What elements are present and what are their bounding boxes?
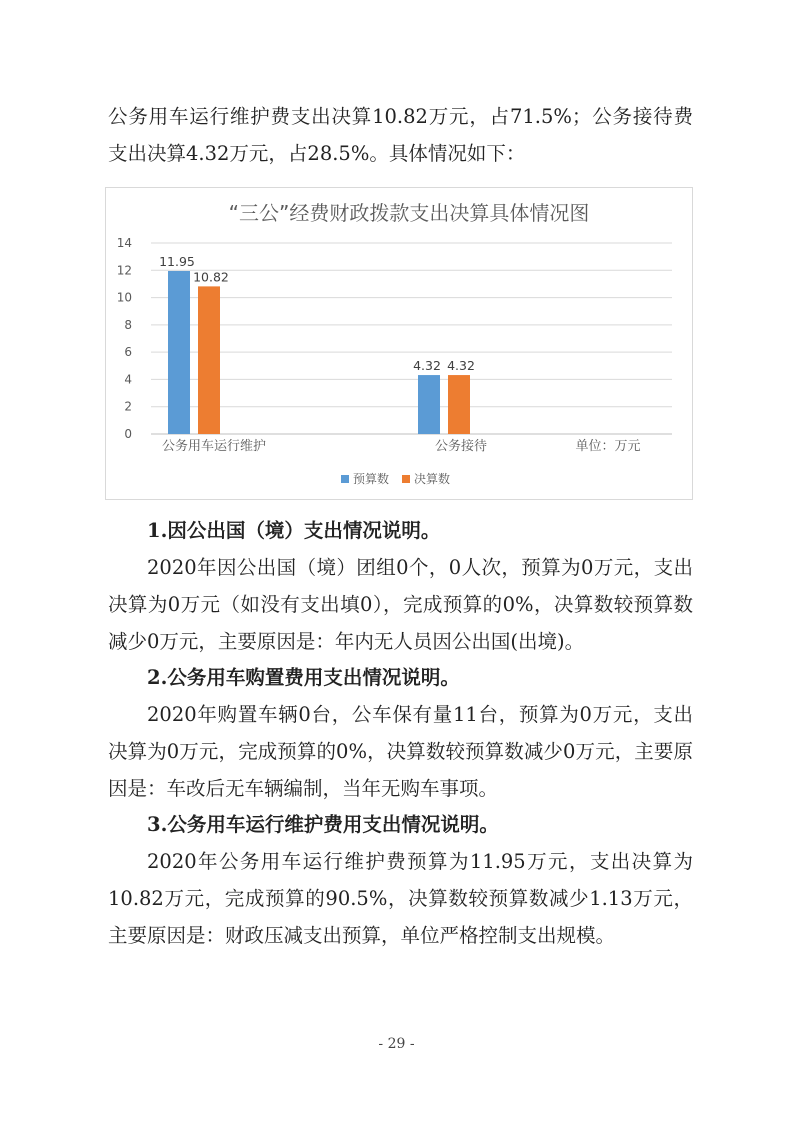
y-tick-label: 10 xyxy=(116,290,132,305)
bar xyxy=(418,375,440,434)
legend-label: 决算数 xyxy=(414,472,451,486)
chart-container xyxy=(105,187,693,500)
y-tick-label: 6 xyxy=(124,345,132,360)
section-2-heading: 2.公务用车购置费用支出情况说明。 xyxy=(147,666,460,689)
data-label: 4.32 xyxy=(447,358,475,374)
gridlines xyxy=(151,243,672,434)
unit-note: 单位：万元 xyxy=(575,439,641,454)
page-number: - 29 - xyxy=(378,1036,415,1052)
y-tick-label: 0 xyxy=(124,427,132,441)
x-category-label: 公务接待 xyxy=(434,439,488,454)
intro-paragraph: 公务用车运行维护费支出决算10.82万元，占71.5%；公务接待费支出决算4.32万元，占28.5%。具体情况如下： xyxy=(108,105,693,165)
section-3-body: 2020年公务用车运行维护费预算为11.95万元，支出决算为10.82万元，完成预算的90.5%，决算数较预算数减少1.13万元，主要原因是：财政压减支出预算，单位严格控制支出规模。 xyxy=(108,850,693,947)
y-tick-label: 8 xyxy=(124,317,132,332)
y-tick-label: 14 xyxy=(116,236,132,250)
data-label: 4.32 xyxy=(413,358,441,374)
y-tick-label: 12 xyxy=(116,263,132,278)
x-axis-categories xyxy=(162,438,487,454)
y-tick-label: 2 xyxy=(124,399,132,414)
data-label: 11.95 xyxy=(159,253,195,269)
section-1-heading: 1.因公出国（境）支出情况说明。 xyxy=(147,519,441,542)
bar xyxy=(448,375,470,434)
chart-legend xyxy=(341,471,450,486)
legend-swatch xyxy=(341,475,349,483)
legend-swatch xyxy=(402,475,410,483)
section-3-heading: 3.公务用车运行维护费用支出情况说明。 xyxy=(147,813,499,836)
y-axis-ticks xyxy=(117,236,132,441)
chart-title: “三公”经费财政拨款支出决算具体情况图 xyxy=(228,201,590,225)
legend-label: 预算数 xyxy=(353,472,390,486)
x-category-label: 公务用车运行维护 xyxy=(161,439,267,454)
y-tick-label: 4 xyxy=(124,372,132,387)
bar-chart xyxy=(106,188,692,499)
bar xyxy=(198,286,220,434)
section-2-body: 2020年购置车辆0台，公车保有量11台，预算为0万元，支出决算为0万元，完成预算的0%，决算数较预算数减少0万元，主要原因是：车改后无车辆编制，当年无购车事项。 xyxy=(108,703,693,800)
data-label: 10.82 xyxy=(193,269,229,285)
section-1-body: 2020年因公出国（境）团组0个，0人次，预算为0万元，支出决算为0万元（如没有支出填0），完成预算的0%，决算数较预算数减少0万元，主要原因是：年内无人员因公出国(出境)。 xyxy=(108,556,693,653)
bar xyxy=(168,271,190,434)
